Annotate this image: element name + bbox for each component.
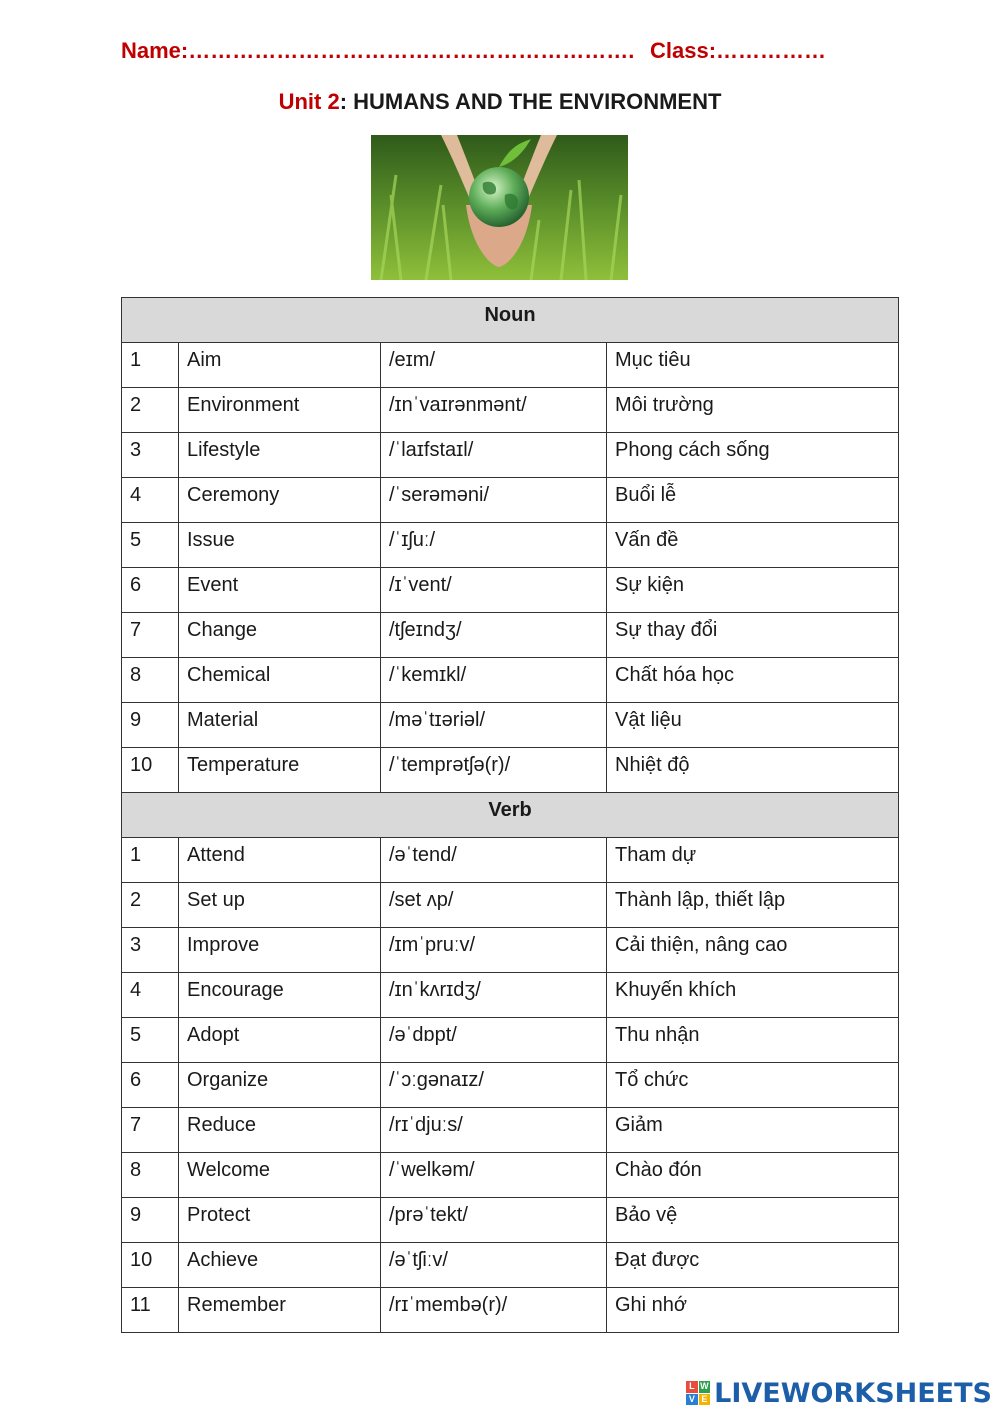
ipa-cell: /ɪmˈpruːv/ [381,928,607,973]
environment-photo [371,135,628,280]
meaning-cell: Môi trường [607,388,899,433]
row-number: 5 [122,523,179,568]
meaning-cell: Khuyến khích [607,973,899,1018]
table-row [122,928,899,973]
meaning-cell: Sự thay đổi [607,613,899,658]
row-number: 1 [122,343,179,388]
table-row [122,703,899,748]
table-row [122,748,899,793]
word-cell: Environment [179,388,381,433]
meaning-cell: Đạt được [607,1243,899,1288]
meaning-cell: Ghi nhớ [607,1288,899,1333]
row-number: 6 [122,1063,179,1108]
table-row [122,388,899,433]
meaning-cell: Vấn đề [607,523,899,568]
row-number: 6 [122,568,179,613]
ipa-cell: /ˈɪʃuː/ [381,523,607,568]
logo-letter: W [700,1381,709,1391]
meaning-cell: Vật liệu [607,703,899,748]
ipa-cell: /rɪˈdjuːs/ [381,1108,607,1153]
row-number: 10 [122,1243,179,1288]
ipa-cell: /ɪˈvent/ [381,568,607,613]
table-row [122,1108,899,1153]
row-number: 2 [122,883,179,928]
word-cell: Welcome [179,1153,381,1198]
row-number: 7 [122,1108,179,1153]
meaning-cell: Chất hóa học [607,658,899,703]
row-number: 3 [122,433,179,478]
ipa-cell: /set ʌp/ [381,883,607,928]
logo-text: LIVEWORKSHEETS [714,1377,992,1409]
table-row [122,523,899,568]
row-number: 2 [122,388,179,433]
word-cell: Aim [179,343,381,388]
table-row [122,568,899,613]
word-cell: Material [179,703,381,748]
meaning-cell: Cải thiện, nâng cao [607,928,899,973]
word-cell: Achieve [179,1243,381,1288]
verb-section-header [122,793,899,838]
word-cell: Change [179,613,381,658]
table-row [122,658,899,703]
word-cell: Temperature [179,748,381,793]
row-number: 4 [122,973,179,1018]
row-number: 8 [122,1153,179,1198]
word-cell: Improve [179,928,381,973]
ipa-cell: /eɪm/ [381,343,607,388]
meaning-cell: Mục tiêu [607,343,899,388]
table-row [122,343,899,388]
word-cell: Chemical [179,658,381,703]
table-row [122,1288,899,1333]
table-row [122,1198,899,1243]
ipa-cell: /ˈserəməni/ [381,478,607,523]
table-row [122,838,899,883]
table-row [122,973,899,1018]
row-number: 9 [122,703,179,748]
table-row [122,433,899,478]
noun-section-header [122,298,899,343]
meaning-cell: Thu nhận [607,1018,899,1063]
logo-letter: L [686,1381,698,1393]
word-cell: Protect [179,1198,381,1243]
unit-label: Unit 2 [278,89,340,114]
word-cell: Organize [179,1063,381,1108]
vocabulary-table [121,297,899,1333]
meaning-cell: Thành lập, thiết lập [607,883,899,928]
word-cell: Lifestyle [179,433,381,478]
student-info-line [0,38,1000,68]
ipa-cell: /ɪnˈvaɪrənmənt/ [381,388,607,433]
table-row [122,1063,899,1108]
row-number: 8 [122,658,179,703]
ipa-cell: /məˈtɪəriəl/ [381,703,607,748]
ipa-cell: /ˈlaɪfstaɪl/ [381,433,607,478]
word-cell: Reduce [179,1108,381,1153]
word-cell: Ceremony [179,478,381,523]
name-field[interactable]: Name:……………………………………………………. [121,38,635,63]
meaning-cell: Tham dự [607,838,899,883]
ipa-cell: /prəˈtekt/ [381,1198,607,1243]
row-number: 11 [122,1288,179,1333]
ipa-cell: /əˈdɒpt/ [381,1018,607,1063]
meaning-cell: Giảm [607,1108,899,1153]
meaning-cell: Bảo vệ [607,1198,899,1243]
ipa-cell: /tʃeɪndʒ/ [381,613,607,658]
class-field[interactable]: Class:…………… [650,38,827,63]
logo-letter: E [699,1394,711,1406]
section-heading: Verb [122,793,899,838]
word-cell: Encourage [179,973,381,1018]
row-number: 7 [122,613,179,658]
row-number: 4 [122,478,179,523]
row-number: 1 [122,838,179,883]
table-row [122,1018,899,1063]
row-number: 5 [122,1018,179,1063]
section-heading: Noun [122,298,899,343]
table-row [122,883,899,928]
word-cell: Issue [179,523,381,568]
ipa-cell: /ˈtemprətʃə(r)/ [381,748,607,793]
word-cell: Remember [179,1288,381,1333]
ipa-cell: /rɪˈmembə(r)/ [381,1288,607,1333]
ipa-cell: /əˈtʃiːv/ [381,1243,607,1288]
ipa-cell: /ˈɔːɡənaɪz/ [381,1063,607,1108]
meaning-cell: Nhiệt độ [607,748,899,793]
word-cell: Adopt [179,1018,381,1063]
hands-globe-illustration [371,135,628,280]
word-cell: Attend [179,838,381,883]
meaning-cell: Sự kiện [607,568,899,613]
table-row [122,1153,899,1198]
meaning-cell: Phong cách sống [607,433,899,478]
row-number: 9 [122,1198,179,1243]
ipa-cell: /ˈkemɪkl/ [381,658,607,703]
ipa-cell: /ˈwelkəm/ [381,1153,607,1198]
page-title [0,89,1000,115]
meaning-cell: Tổ chức [607,1063,899,1108]
ipa-cell: /ɪnˈkʌrɪdʒ/ [381,973,607,1018]
row-number: 3 [122,928,179,973]
logo-letter: V [686,1394,698,1406]
liveworksheets-logo[interactable] [686,1378,992,1408]
word-cell: Event [179,568,381,613]
meaning-cell: Chào đón [607,1153,899,1198]
table-row [122,613,899,658]
word-cell: Set up [179,883,381,928]
unit-title: : HUMANS AND THE ENVIRONMENT [339,89,722,114]
logo-icon [686,1381,710,1405]
meaning-cell: Buổi lễ [607,478,899,523]
table-row [122,478,899,523]
ipa-cell: /əˈtend/ [381,838,607,883]
row-number: 10 [122,748,179,793]
table-row [122,1243,899,1288]
